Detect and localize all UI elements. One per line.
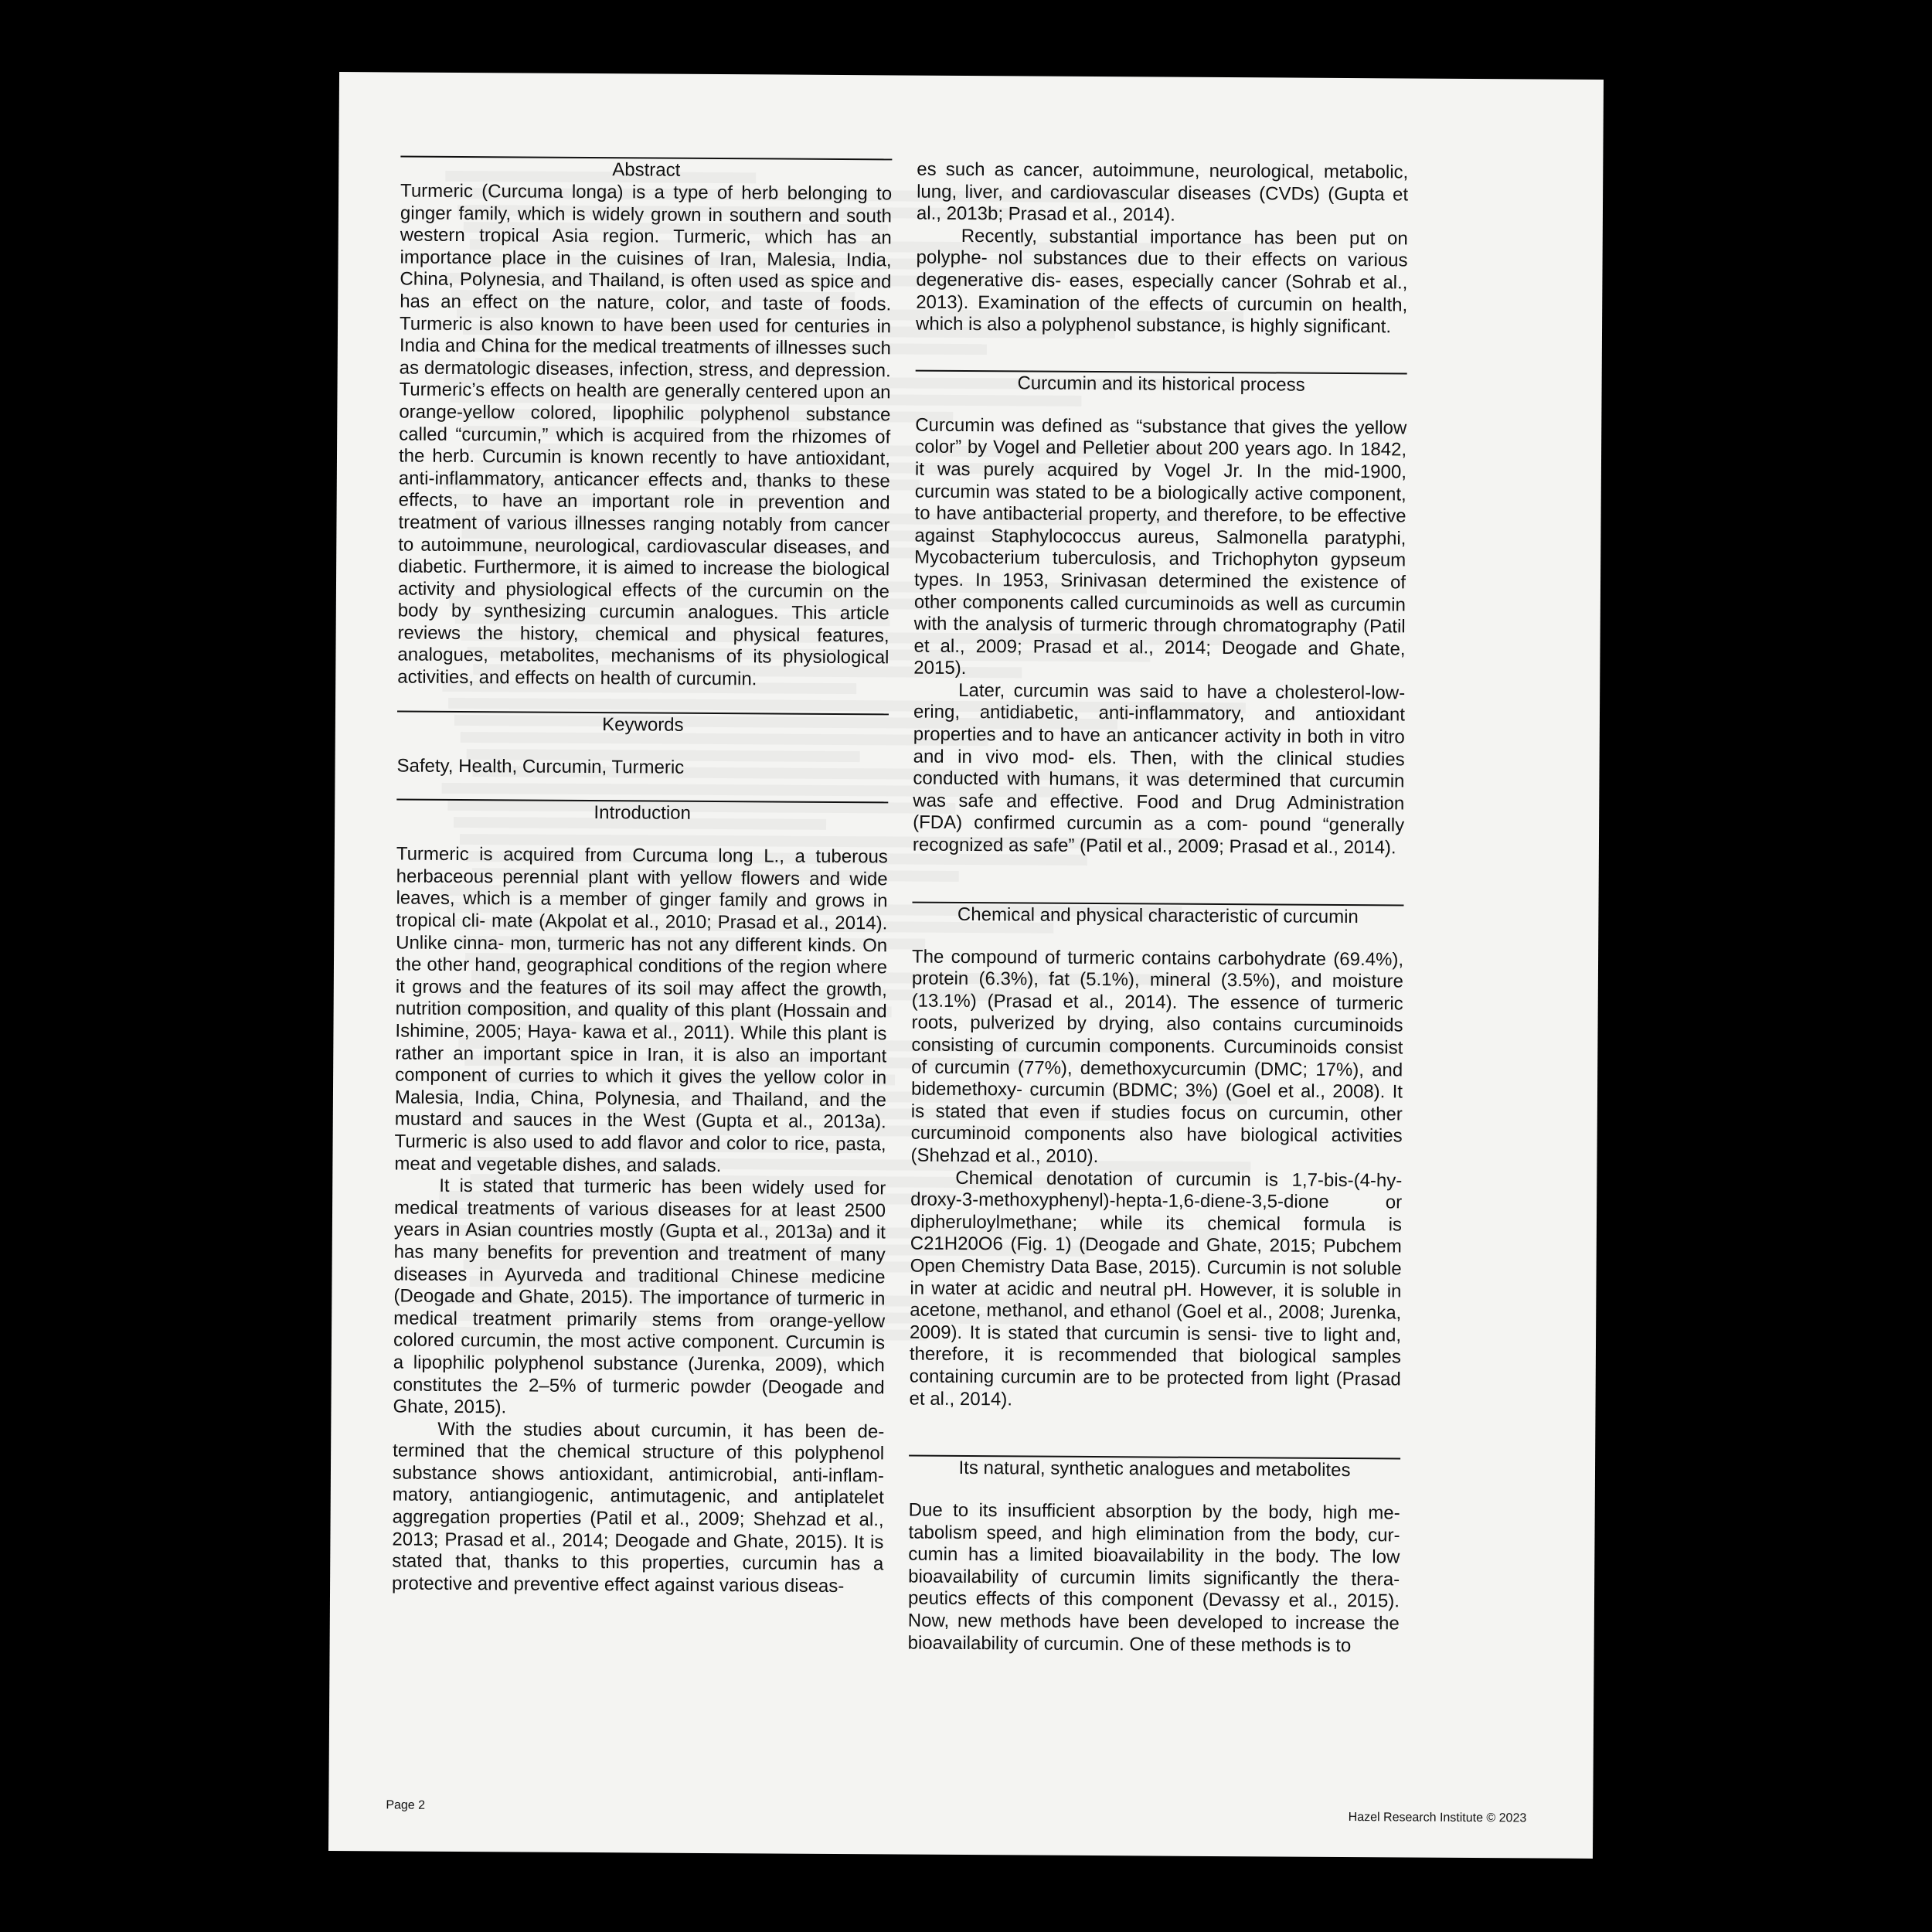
polyphenol-paragraph: Recently, substantial importance has been put on polyphe- nol substances due to their effects on various degenerative dis- eases, especially cancer (Sohrab et al., 2013). Examination of the effects of curcumin on health, which is also a polyphenol substance, is highly significant.	[915, 225, 1408, 338]
heading-keywords: Keywords	[397, 710, 889, 738]
chemical-paragraph-1: The compound of turmeric contains carbohydrate (69.4%), protein (6.3%), fat (5.1%), mineral (3.5%), and moisture (13.1%) (Prasad et al., 2014). The essence of turmeric roots, pulverized by drying, also contains curcuminoids consisting of curcumin components. Curcuminoids consist of curcumin (77%), demethoxycurcumin (DMC; 17%), and bidemethoxy- curcumin (BDMC; 3%) (Goel et al., 2008). It is stated that even if studies focus on curcumin, other curcuminoid components also have biological activities (Shehzad et al., 2010).	[910, 946, 1404, 1168]
publisher-credit: Hazel Research Institute © 2023	[1348, 1811, 1527, 1825]
chemical-paragraph-2: Chemical denotation of curcumin is 1,7-bis-(4-hydroxy-3-methoxyphenyl)-hepta-1,6-diene-3,5-dione or dipheruloylmethane; while its chemical formula is C21H20O6 (Fig. 1) (Deogade and Ghate, 2015; Pubchem Open Chemistry Data Base, 2015). Curcumin is not soluble in water at acidic and neutral pH. However, it is soluble in acetone, methanol, and ethanol (Goel et al., 2008; Jurenka, 2009). It is stated that curcumin is sensi- tive to light and, therefore, it is recommended that biological samples containing curcumin are to be protected from light (Prasad et al., 2014).	[909, 1167, 1403, 1410]
heading-analogues: Its natural, synthetic analogues and metabolites	[909, 1455, 1400, 1483]
right-column	[908, 159, 1409, 1658]
page-number: Page 2	[386, 1798, 426, 1812]
keywords-text: Safety, Health, Curcumin, Turmeric	[396, 755, 685, 778]
heading-history: Curcumin and its historical process	[916, 369, 1407, 397]
left-column	[392, 156, 892, 1598]
heading-chemical: Chemical and physical characteristic of curcumin	[912, 901, 1403, 929]
analogues-paragraph: Due to its insufficient absorption by the body, high metabolism speed, and high elimination from the body, curcumin has a limited bioavailability in the body. The low bioavailability of curcumin limits significantly the therapeutics effects of this component (Devassy et al., 2015). Now, new methods have been developed to increase the bioavailability of curcumin. One of these methods is to	[907, 1499, 1400, 1656]
history-paragraph-2: Later, curcumin was said to have a cholesterol-lowering, antidiabetic, anti-inflammatory, and antioxidant properties and to have an anticancer activity in both in vitro and in vivo mod- els. Then, with the clinical studies conducted with humans, it was determined that curcumin was safe and effective. Food and Drug Administration (FDA) confirmed curcumin as a com- pound “generally recognized as safe” (Patil et al., 2009; Prasad et al., 2014).	[912, 679, 1406, 859]
intro-paragraph-2: It is stated that turmeric has been widely used for medical treatments of various diseases for at least 2500 years in Asian countries mostly (Gupta et al., 2013a) and it has many benefits for prevention and treatment of many diseases in Ayurveda and traditional Chinese medicine (Deogade and Ghate, 2015). The importance of turmeric in medical treatment primarily stems from orange-yellow colored curcumin, the most active component. Curcumin is a lipophilic polyphenol substance (Jurenka, 2009), which constitutes the 2–5% of turmeric powder (Deogade and Ghate, 2015).	[393, 1175, 886, 1418]
history-paragraph-1: Curcumin was defined as “substance that gives the yellow color” by Vogel and Pelletier about 200 years ago. In 1842, it was purely acquired by Vogel Jr. In the mid-1900, curcumin was stated to be a biologically active component, to have antibacterial property, and therefore, to be effective against Staphylococcus aureus, Salmonella paratyphi, Mycobacterium tuberculosis, and Trichophyton gypseum types. In 1953, Srinivasan determined the existence of other components called curcuminoids as well as curcumin with the analysis of turmeric through chromatography (Patil et al., 2009; Prasad et al., 2014; Deogade and Ghate, 2015).	[913, 414, 1407, 679]
heading-abstract: Abstract	[400, 156, 892, 184]
intro-paragraph-1: Turmeric is acquired from Curcuma long L., a tuberous herbaceous perennial plant with yellow flowers and wide leaves, which is a member of ginger family and grows in tropical cli- mate (Akpolat et al., 2010; Prasad et al., 2014). Unlike cinna- mon, turmeric has not any different kinds. On the other hand, geographical conditions of the region where it grows and the features of its soil may affect the growth, nutrition composition, and quality of this plant (Hossain and Ishimine, 2005; Haya- kawa et al., 2011). While this plant is rather an important spice in Iran, it is also an important component of curries to which it gives the yellow color in Malesia, India, China, Polynesia, and Thailand, and the mustard and sauces in the West (Gupta et al., 2013a). Turmeric is also used to add flavor and color to rice, pasta, meat and vegetable dishes, and salads.	[394, 843, 888, 1176]
intro-continued-paragraph: es such as cancer, autoimmune, neurological, metabolic, lung, liver, and cardiovascular diseases (CVDs) (Gupta et al., 2013b; Prasad et al., 2014).	[916, 158, 1409, 226]
abstract-paragraph: Turmeric (Curcuma longa) is a type of herb belonging to ginger family, which is widely grown in southern and south western tropical Asia region. Turmeric, which has an importance place in the cuisines of Iran, Malesia, India, China, Polynesia, and Thailand, is often used as spice and has an effect on the nature, color, and taste of foods. Turmeric is also known to have been used for centuries in India and China for the medical treatments of illnesses such as dermatologic diseases, infection, stress, and depression. Turmeric’s effects on health are generally centered upon an orange-yellow colored, lipophilic polyphenol substance called “curcumin,” which is acquired from the rhizomes of the herb. Curcumin is known recently to have antioxidant, anti-inflammatory, anticancer effects and, thanks to these effects, to have an important role in prevention and treatment of various illnesses ranging notably from cancer to autoimmune, neurological, cardiovascular diseases, and diabetic. Furthermore, it is aimed to increase the biological activity and physiological effects of the curcumin on the body by synthesizing curcumin analogues. This article reviews the history, chemical and physical features, analogues, metabolites, mechanisms of its physiological activities, and effects on health of curcumin.	[397, 180, 893, 690]
heading-introduction: Introduction	[396, 799, 888, 827]
intro-paragraph-3: With the studies about curcumin, it has been determined that the chemical structure of this polyphenol substance shows antioxidant, antimicrobial, anti-inflammatory, antiangiogenic, antimutagenic, and antiplatelet aggregation properties (Patil et al., 2009; Shehzad et al., 2013; Prasad et al., 2014; Deogade and Ghate, 2015). It is stated that, thanks to this properties, curcumin has a protective and preventive effect against various diseas-	[392, 1418, 885, 1597]
paper-sheet	[328, 72, 1604, 1859]
